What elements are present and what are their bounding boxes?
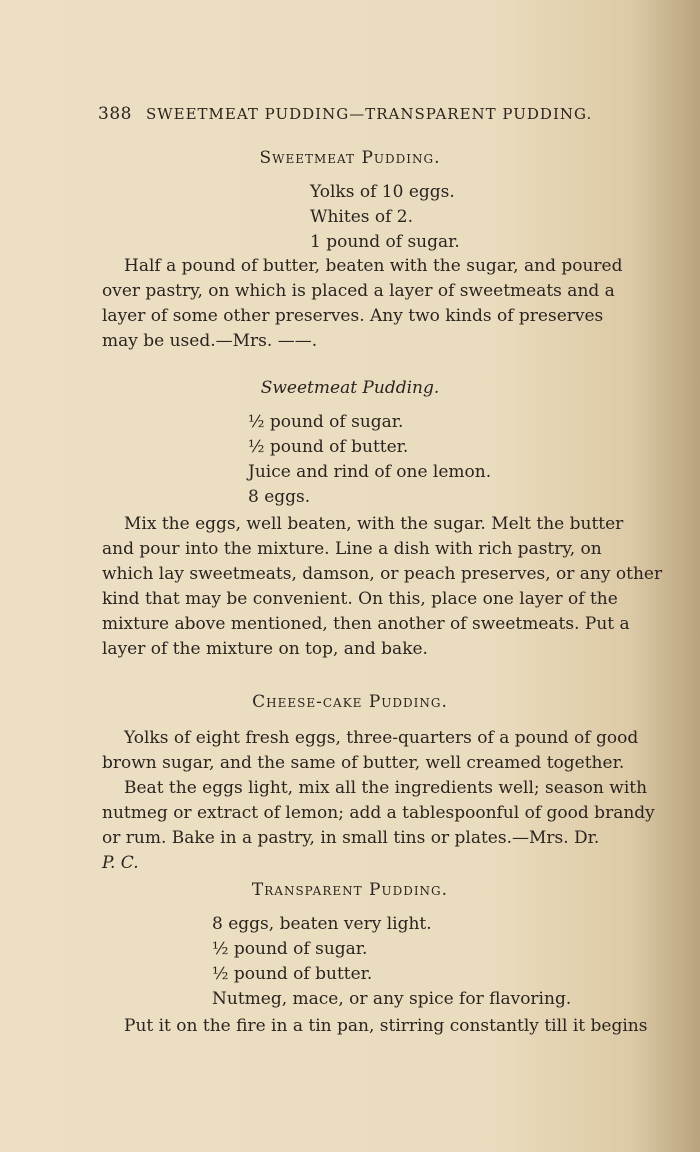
text-line: which lay sweetmeats, damson, or peach preserves, or any other bbox=[102, 564, 663, 584]
text-line: Mix the eggs, well beaten, with the sugar. Melt the butter bbox=[124, 514, 624, 534]
ingredient-item: Nutmeg, mace, or any spice for flavoring. bbox=[212, 989, 572, 1009]
ingredient-item: ½ pound of butter. bbox=[248, 437, 409, 457]
recipe-paragraph bbox=[102, 726, 654, 876]
ingredient-list bbox=[310, 180, 460, 255]
ingredient-list bbox=[248, 410, 491, 510]
ingredient-item: Yolks of 10 eggs. bbox=[310, 182, 455, 202]
running-header bbox=[98, 104, 618, 124]
ingredient-item: 8 eggs. bbox=[248, 487, 311, 507]
text-line: Yolks of eight fresh eggs, three-quarters of a pound of good bbox=[124, 728, 639, 748]
recipe-title: Transparent Pudding. bbox=[251, 880, 449, 900]
ingredient-item: Juice and rind of one lemon. bbox=[248, 462, 492, 482]
text-line: layer of some other preserves. Any two kinds of preserves bbox=[102, 306, 604, 326]
recipe-paragraph bbox=[102, 254, 654, 354]
running-title: SWEETMEAT PUDDING—TRANSPARENT PUDDING. bbox=[145, 105, 593, 123]
text-line: Half a pound of butter, beaten with the sugar, and poured bbox=[124, 256, 623, 276]
text-line: P. C. bbox=[102, 853, 139, 873]
text-line: or rum. Bake in a pastry, in small tins or plates.—Mrs. Dr. bbox=[102, 828, 600, 848]
ingredient-item: ½ pound of sugar. bbox=[248, 412, 404, 432]
text-line: over pastry, on which is placed a layer of sweetmeats and a bbox=[102, 281, 615, 301]
ingredient-item: ½ pound of butter. bbox=[212, 964, 373, 984]
text-line: nutmeg or extract of lemon; add a tablespoonful of good brandy bbox=[102, 803, 655, 823]
text-line: kind that may be convenient. On this, place one layer of the bbox=[102, 589, 618, 609]
ingredient-item: 1 pound of sugar. bbox=[310, 232, 460, 252]
page-number: 388 bbox=[98, 104, 132, 124]
ingredient-item: 8 eggs, beaten very light. bbox=[212, 914, 432, 934]
recipe-paragraph bbox=[102, 1014, 654, 1039]
text-line: brown sugar, and the same of butter, well creamed together. bbox=[102, 753, 625, 773]
text-line: mixture above mentioned, then another of sweetmeats. Put a bbox=[102, 614, 630, 634]
recipe-paragraph bbox=[102, 512, 663, 662]
recipe-title: Sweetmeat Pudding. bbox=[259, 148, 441, 168]
ingredient-item: ½ pound of sugar. bbox=[212, 939, 368, 959]
recipe-title: Cheese-cake Pudding. bbox=[252, 692, 448, 712]
recipe-title: Sweetmeat Pudding. bbox=[260, 378, 440, 398]
ingredient-item: Whites of 2. bbox=[310, 207, 414, 227]
text-line: may be used.—Mrs. ——. bbox=[102, 331, 318, 351]
text-line: layer of the mixture on top, and bake. bbox=[102, 639, 428, 659]
text-line: and pour into the mixture. Line a dish with rich pastry, on bbox=[102, 539, 602, 559]
text-line: Beat the eggs light, mix all the ingredients well; season with bbox=[124, 778, 648, 798]
ingredient-list bbox=[212, 912, 571, 1012]
text-line: Put it on the fire in a tin pan, stirring constantly till it begins bbox=[124, 1016, 648, 1036]
